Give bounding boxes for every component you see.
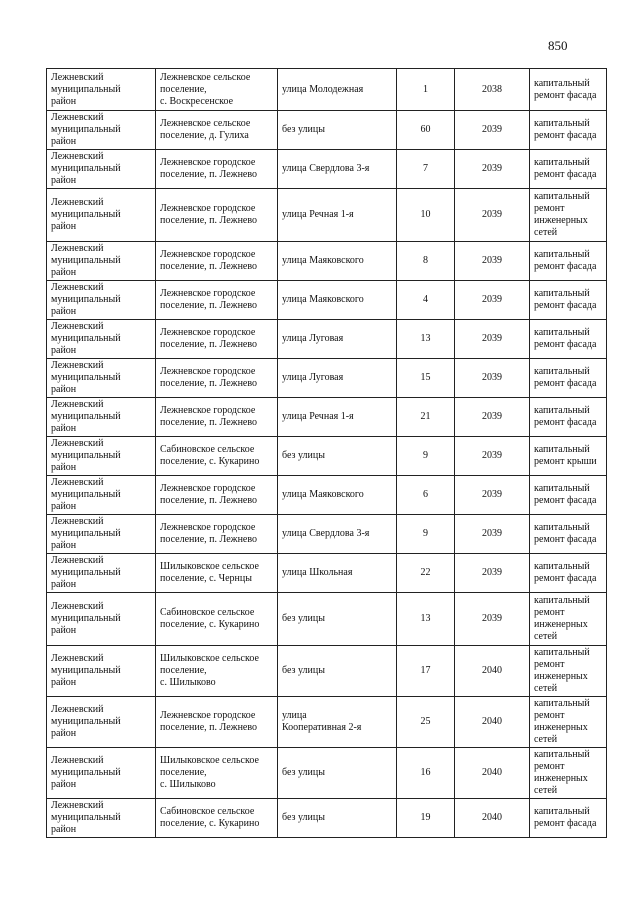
work-type-cell: капитальный ремонт фасада (530, 359, 607, 398)
year-cell: 2038 (455, 69, 530, 111)
year-cell: 2039 (455, 242, 530, 281)
street-cell: улица Молодежная (278, 69, 397, 111)
table-row (47, 189, 607, 242)
street-cell: без улицы (278, 437, 397, 476)
house-number-cell: 10 (397, 189, 455, 242)
settlement-cell: Лежневское городское поселение, п. Лежнево (156, 398, 278, 437)
year-cell: 2039 (455, 281, 530, 320)
house-number-cell: 21 (397, 398, 455, 437)
district-cell: Лежневский муниципальный район (47, 476, 156, 515)
repair-schedule-table (46, 68, 607, 838)
table-row (47, 281, 607, 320)
table-row (47, 69, 607, 111)
settlement-cell: Шилыковское сельское поселение, с. Шилыково (156, 646, 278, 697)
work-type-cell: капитальный ремонт фасада (530, 799, 607, 838)
page-number: 850 (548, 38, 568, 53)
house-number-cell: 7 (397, 150, 455, 189)
house-number-cell: 15 (397, 359, 455, 398)
district-cell: Лежневский муниципальный район (47, 697, 156, 748)
settlement-cell: Лежневское городское поселение, п. Лежнево (156, 476, 278, 515)
table-row (47, 437, 607, 476)
street-cell: улица Школьная (278, 554, 397, 593)
district-cell: Лежневский муниципальный район (47, 320, 156, 359)
work-type-cell: капитальный ремонт крыши (530, 437, 607, 476)
work-type-cell: капитальный ремонт фасада (530, 398, 607, 437)
district-cell: Лежневский муниципальный район (47, 111, 156, 150)
house-number-cell: 16 (397, 748, 455, 799)
year-cell: 2040 (455, 697, 530, 748)
year-cell: 2039 (455, 320, 530, 359)
year-cell: 2039 (455, 593, 530, 646)
year-cell: 2040 (455, 646, 530, 697)
house-number-cell: 8 (397, 242, 455, 281)
year-cell: 2039 (455, 554, 530, 593)
table-row (47, 359, 607, 398)
year-cell: 2039 (455, 189, 530, 242)
house-number-cell: 13 (397, 593, 455, 646)
street-cell: без улицы (278, 748, 397, 799)
year-cell: 2040 (455, 799, 530, 838)
house-number-cell: 1 (397, 69, 455, 111)
district-cell: Лежневский муниципальный район (47, 398, 156, 437)
district-cell: Лежневский муниципальный район (47, 69, 156, 111)
street-cell: улица Луговая (278, 320, 397, 359)
settlement-cell: Лежневское городское поселение, п. Лежнево (156, 697, 278, 748)
house-number-cell: 9 (397, 515, 455, 554)
work-type-cell: капитальный ремонт фасада (530, 320, 607, 359)
work-type-cell: капитальный ремонт инженерных сетей (530, 697, 607, 748)
table-row (47, 799, 607, 838)
house-number-cell: 13 (397, 320, 455, 359)
street-cell: без улицы (278, 799, 397, 838)
settlement-cell: Лежневское городское поселение, п. Лежнево (156, 320, 278, 359)
street-cell: улица Маяковского (278, 242, 397, 281)
settlement-cell: Лежневское городское поселение, п. Лежнево (156, 281, 278, 320)
house-number-cell: 6 (397, 476, 455, 515)
settlement-cell: Лежневское городское поселение, п. Лежнево (156, 150, 278, 189)
house-number-cell: 17 (397, 646, 455, 697)
year-cell: 2039 (455, 515, 530, 554)
street-cell: без улицы (278, 646, 397, 697)
house-number-cell: 4 (397, 281, 455, 320)
table-row (47, 111, 607, 150)
street-cell: без улицы (278, 111, 397, 150)
work-type-cell: капитальный ремонт фасада (530, 554, 607, 593)
street-cell: улица Речная 1-я (278, 398, 397, 437)
work-type-cell: капитальный ремонт фасада (530, 69, 607, 111)
table-body (47, 69, 607, 838)
district-cell: Лежневский муниципальный район (47, 515, 156, 554)
work-type-cell: капитальный ремонт фасада (530, 515, 607, 554)
year-cell: 2039 (455, 359, 530, 398)
house-number-cell: 25 (397, 697, 455, 748)
district-cell: Лежневский муниципальный район (47, 150, 156, 189)
year-cell: 2039 (455, 476, 530, 515)
street-cell: без улицы (278, 593, 397, 646)
street-cell: улица Маяковского (278, 476, 397, 515)
work-type-cell: капитальный ремонт фасада (530, 242, 607, 281)
street-cell: улица Речная 1-я (278, 189, 397, 242)
year-cell: 2039 (455, 111, 530, 150)
work-type-cell: капитальный ремонт фасада (530, 111, 607, 150)
settlement-cell: Лежневское городское поселение, п. Лежнево (156, 515, 278, 554)
district-cell: Лежневский муниципальный район (47, 359, 156, 398)
table-row (47, 242, 607, 281)
street-cell: улица Свердлова 3-я (278, 150, 397, 189)
year-cell: 2040 (455, 748, 530, 799)
table-row (47, 593, 607, 646)
street-cell: улица Луговая (278, 359, 397, 398)
district-cell: Лежневский муниципальный район (47, 281, 156, 320)
street-cell: улица Свердлова 3-я (278, 515, 397, 554)
work-type-cell: капитальный ремонт инженерных сетей (530, 748, 607, 799)
table-row (47, 515, 607, 554)
district-cell: Лежневский муниципальный район (47, 799, 156, 838)
year-cell: 2039 (455, 437, 530, 476)
settlement-cell: Лежневское городское поселение, п. Лежнево (156, 189, 278, 242)
work-type-cell: капитальный ремонт инженерных сетей (530, 646, 607, 697)
district-cell: Лежневский муниципальный район (47, 748, 156, 799)
settlement-cell: Сабиновское сельское поселение, с. Кукарино (156, 437, 278, 476)
table-row (47, 748, 607, 799)
settlement-cell: Шилыковское сельское поселение, с. Шилыково (156, 748, 278, 799)
district-cell: Лежневский муниципальный район (47, 242, 156, 281)
street-cell: улица Маяковского (278, 281, 397, 320)
table-row (47, 398, 607, 437)
house-number-cell: 19 (397, 799, 455, 838)
table-row (47, 150, 607, 189)
district-cell: Лежневский муниципальный район (47, 593, 156, 646)
table-row (47, 697, 607, 748)
house-number-cell: 9 (397, 437, 455, 476)
district-cell: Лежневский муниципальный район (47, 554, 156, 593)
house-number-cell: 22 (397, 554, 455, 593)
street-cell: улица Кооперативная 2-я (278, 697, 397, 748)
year-cell: 2039 (455, 398, 530, 437)
house-number-cell: 60 (397, 111, 455, 150)
settlement-cell: Сабиновское сельское поселение, с. Кукарино (156, 593, 278, 646)
work-type-cell: капитальный ремонт фасада (530, 150, 607, 189)
work-type-cell: капитальный ремонт фасада (530, 476, 607, 515)
year-cell: 2039 (455, 150, 530, 189)
settlement-cell: Лежневское городское поселение, п. Лежнево (156, 359, 278, 398)
work-type-cell: капитальный ремонт инженерных сетей (530, 593, 607, 646)
table-row (47, 476, 607, 515)
district-cell: Лежневский муниципальный район (47, 646, 156, 697)
district-cell: Лежневский муниципальный район (47, 189, 156, 242)
table-row (47, 320, 607, 359)
table-row (47, 554, 607, 593)
settlement-cell: Шилыковское сельское поселение, с. Чернцы (156, 554, 278, 593)
settlement-cell: Лежневское сельское поселение, с. Воскресенское (156, 69, 278, 111)
settlement-cell: Сабиновское сельское поселение, с. Кукарино (156, 799, 278, 838)
settlement-cell: Лежневское городское поселение, п. Лежнево (156, 242, 278, 281)
district-cell: Лежневский муниципальный район (47, 437, 156, 476)
table-row (47, 646, 607, 697)
work-type-cell: капитальный ремонт фасада (530, 281, 607, 320)
settlement-cell: Лежневское сельское поселение, д. Гулиха (156, 111, 278, 150)
work-type-cell: капитальный ремонт инженерных сетей (530, 189, 607, 242)
